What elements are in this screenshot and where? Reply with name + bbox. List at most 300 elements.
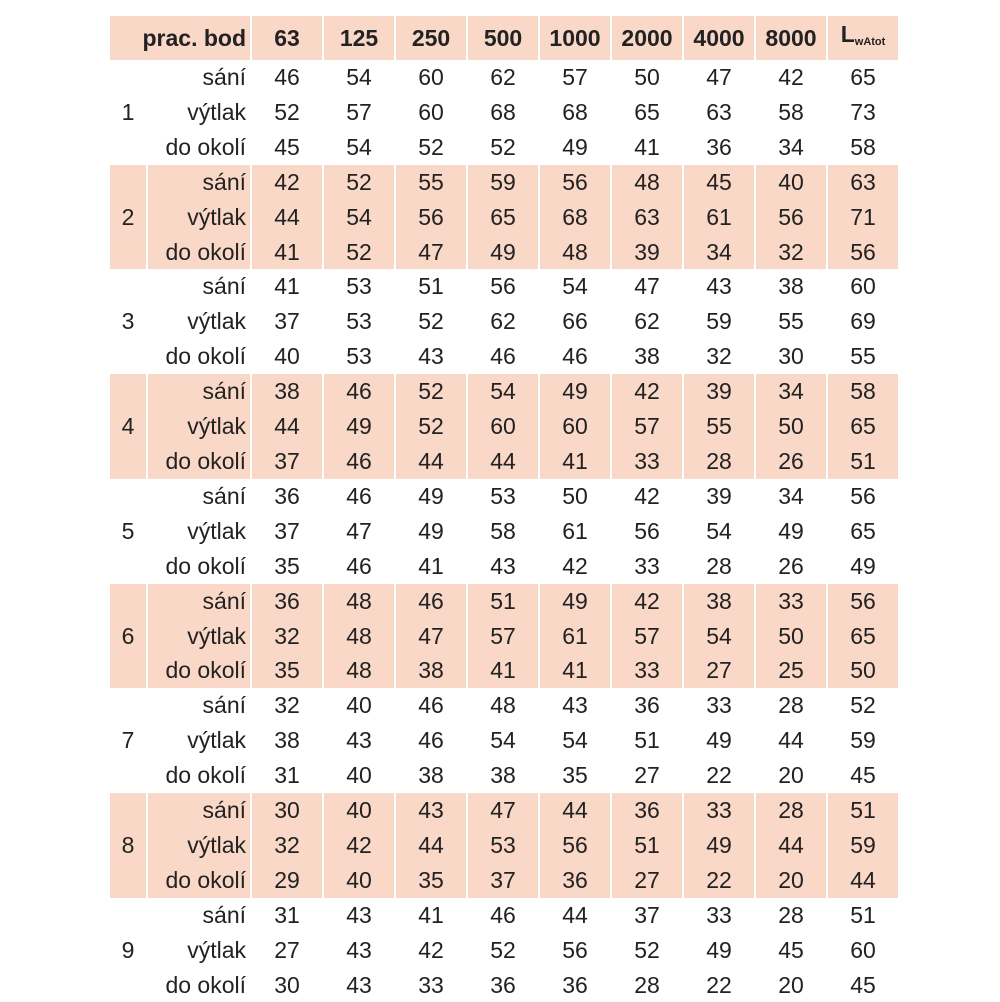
band-level-cell: 49 [468,235,538,270]
band-level-cell: 27 [612,863,682,898]
total-level-cell: 65 [828,409,898,444]
band-level-cell: 52 [396,409,466,444]
band-level-cell: 55 [684,409,754,444]
total-level-cell: 73 [850,98,876,125]
table-row [110,863,898,898]
band-level-cell: 33 [418,971,444,998]
total-level-cell: 59 [828,828,898,863]
band-level-cell: 55 [396,165,466,200]
band-level-cell: 27 [684,653,754,688]
measurement-location-label: sání [202,901,247,928]
band-level-cell: 51 [418,273,444,300]
band-level-cell: 44 [396,444,466,479]
band-level-cell: 52 [490,936,516,963]
band-level-cell: 61 [684,200,754,235]
band-level-cell: 37 [634,901,660,928]
band-level-cell: 49 [418,517,444,544]
band-level-cell: 48 [324,619,394,654]
table-row [110,619,898,654]
total-level-cell: 60 [850,273,876,300]
band-level-cell: 25 [756,653,826,688]
band-level-cell: 65 [634,98,660,125]
table-row [110,269,898,304]
band-level-cell: 46 [346,552,372,579]
band-level-cell: 35 [396,863,466,898]
total-level-cell: 56 [850,482,876,509]
band-level-cell: 54 [346,133,372,160]
band-level-cell: 47 [706,64,732,90]
band-level-cell: 62 [634,308,660,335]
band-level-cell: 43 [346,727,372,754]
band-level-cell: 52 [490,133,516,160]
band-level-cell: 56 [562,936,588,963]
band-level-cell: 36 [274,482,300,509]
band-level-cell: 40 [346,762,372,789]
band-level-cell: 38 [634,343,660,370]
band-level-cell: 58 [778,98,804,125]
band-level-cell: 39 [612,235,682,270]
band-level-cell: 40 [756,165,826,200]
operating-point-number: 7 [121,727,135,754]
total-level-cell: 52 [850,692,876,719]
band-level-cell: 51 [612,828,682,863]
band-level-cell: 28 [756,793,826,828]
band-level-cell: 59 [706,308,732,335]
band-level-cell: 49 [706,936,732,963]
band-level-cell: 33 [634,552,660,579]
band-level-cell: 54 [490,727,516,754]
table-row [110,828,898,863]
band-level-cell: 46 [396,584,466,619]
band-level-cell: 42 [562,552,588,579]
band-level-cell: 53 [346,273,372,300]
band-level-cell: 47 [396,235,466,270]
band-level-cell: 36 [612,793,682,828]
band-level-cell: 35 [252,653,322,688]
band-level-cell: 39 [684,374,754,409]
band-level-cell: 56 [490,273,516,300]
header-frequency: 250 [396,16,466,60]
total-level-cell: 58 [850,133,876,160]
total-level-cell: 56 [828,235,898,270]
band-level-cell: 20 [756,863,826,898]
table-row [110,374,898,409]
band-level-cell: 50 [756,619,826,654]
band-level-cell: 31 [274,901,300,928]
band-level-cell: 41 [634,133,660,160]
header-frequency: 2000 [612,16,682,60]
band-level-cell: 45 [684,165,754,200]
total-level-cell: 59 [850,727,876,754]
operating-point-number: 5 [121,517,135,544]
band-level-cell: 40 [274,343,300,370]
table-row [110,95,898,130]
band-level-cell: 54 [684,619,754,654]
band-level-cell: 41 [418,901,444,928]
band-level-cell: 50 [634,64,660,90]
band-level-cell: 34 [756,374,826,409]
band-level-cell: 48 [324,653,394,688]
band-level-cell: 42 [252,165,322,200]
band-level-cell: 37 [274,517,300,544]
band-level-cell: 52 [324,235,394,270]
header-row [110,16,898,60]
table-header [110,16,898,60]
measurement-location-label: do okolí [165,133,247,160]
table-row [110,339,898,374]
band-level-cell: 49 [324,409,394,444]
band-level-cell: 60 [468,409,538,444]
measurement-location-label: sání [148,584,250,619]
band-level-cell: 33 [706,901,732,928]
measurement-location-label: výtlak [187,517,247,544]
band-level-cell: 30 [252,793,322,828]
measurement-location-label: do okolí [165,971,247,998]
band-level-cell: 37 [468,863,538,898]
band-level-cell: 55 [778,308,804,335]
table-row [110,653,898,688]
band-level-cell: 45 [778,936,804,963]
band-level-cell: 33 [756,584,826,619]
band-level-cell: 44 [252,200,322,235]
measurement-location-label: výtlak [148,619,250,654]
table-row [110,933,898,968]
band-level-cell: 28 [634,971,660,998]
band-level-cell: 57 [468,619,538,654]
band-level-cell: 54 [468,374,538,409]
band-level-cell: 29 [252,863,322,898]
band-level-cell: 44 [396,828,466,863]
band-level-cell: 43 [418,343,444,370]
band-level-cell: 43 [346,971,372,998]
band-level-cell: 56 [756,200,826,235]
band-level-cell: 48 [490,692,516,719]
band-level-cell: 41 [418,552,444,579]
band-level-cell: 43 [346,901,372,928]
band-level-cell: 41 [252,235,322,270]
table-row [110,723,898,758]
header-frequency: 1000 [540,16,610,60]
band-level-cell: 41 [468,653,538,688]
band-level-cell: 41 [274,273,300,300]
table-row [110,235,898,270]
table-row [110,549,898,584]
band-level-cell: 28 [778,692,804,719]
measurement-location-label: sání [148,374,250,409]
operating-point-number: 4 [110,374,146,479]
band-level-cell: 34 [684,235,754,270]
band-level-cell: 62 [490,308,516,335]
band-level-cell: 33 [612,653,682,688]
band-level-cell: 36 [634,692,660,719]
band-level-cell: 46 [346,482,372,509]
band-level-cell: 46 [562,343,588,370]
band-level-cell: 27 [634,762,660,789]
total-level-cell: 50 [828,653,898,688]
band-level-cell: 45 [274,133,300,160]
measurement-location-label: výtlak [187,936,247,963]
band-level-cell: 47 [346,517,372,544]
measurement-location-label: výtlak [187,727,247,754]
header-total-subscript: wAtot [854,36,886,48]
header-frequency: 8000 [756,16,826,60]
total-level-cell: 71 [828,200,898,235]
table-row [110,444,898,479]
measurement-location-label: sání [202,692,247,719]
band-level-cell: 28 [706,552,732,579]
band-level-cell: 35 [562,762,588,789]
measurement-location-label: do okolí [148,235,250,270]
measurement-location-label: výtlak [148,200,250,235]
band-level-cell: 44 [252,409,322,444]
band-level-cell: 49 [706,727,732,754]
band-level-cell: 46 [274,64,300,90]
band-level-cell: 54 [562,273,588,300]
band-level-cell: 51 [468,584,538,619]
band-level-cell: 38 [274,727,300,754]
band-level-cell: 32 [252,828,322,863]
table-row [110,304,898,339]
band-level-cell: 56 [540,165,610,200]
band-level-cell: 33 [706,692,732,719]
band-level-cell: 54 [346,64,372,90]
band-level-cell: 46 [324,444,394,479]
band-level-cell: 54 [562,727,588,754]
band-level-cell: 42 [612,584,682,619]
band-level-cell: 42 [324,828,394,863]
band-level-cell: 61 [562,517,588,544]
band-level-cell: 49 [562,133,588,160]
band-level-cell: 46 [418,692,444,719]
band-level-cell: 53 [346,308,372,335]
band-level-cell: 57 [562,64,588,90]
band-level-cell: 40 [324,793,394,828]
measurement-location-label: do okolí [165,762,247,789]
band-level-cell: 46 [418,727,444,754]
measurement-location-label: do okolí [148,444,250,479]
band-level-cell: 43 [396,793,466,828]
band-level-cell: 41 [540,444,610,479]
band-level-cell: 31 [274,762,300,789]
measurement-location-label: výtlak [187,308,247,335]
total-level-cell: 49 [850,552,876,579]
band-level-cell: 43 [706,273,732,300]
band-level-cell: 38 [490,762,516,789]
band-level-cell: 40 [324,863,394,898]
band-level-cell: 33 [684,793,754,828]
measurement-location-label: sání [202,273,247,300]
band-level-cell: 53 [490,482,516,509]
measurement-location-label: výtlak [148,828,250,863]
total-level-cell: 51 [850,901,876,928]
band-level-cell: 60 [418,98,444,125]
operating-point-number: 8 [110,793,146,898]
band-level-cell: 26 [756,444,826,479]
band-level-cell: 30 [274,971,300,998]
band-level-cell: 37 [252,444,322,479]
band-level-cell: 41 [540,653,610,688]
band-level-cell: 46 [490,901,516,928]
total-level-cell: 51 [828,444,898,479]
band-level-cell: 47 [634,273,660,300]
band-level-cell: 43 [562,692,588,719]
band-level-cell: 44 [540,793,610,828]
band-level-cell: 54 [706,517,732,544]
total-level-cell: 65 [850,64,876,90]
header-total-level [828,16,898,60]
table-row [110,130,898,165]
band-level-cell: 44 [756,828,826,863]
table-row [110,898,898,933]
band-level-cell: 46 [490,343,516,370]
operating-point-number: 3 [121,308,135,335]
header-frequency: 4000 [684,16,754,60]
total-level-cell: 69 [850,308,876,335]
band-level-cell: 20 [778,971,804,998]
band-level-cell: 38 [396,653,466,688]
header-total-main: L [840,21,855,47]
measurement-location-label: do okolí [165,343,247,370]
total-level-cell: 63 [828,165,898,200]
band-level-cell: 35 [274,552,300,579]
band-level-cell: 46 [324,374,394,409]
total-level-cell: 45 [850,971,876,998]
band-level-cell: 52 [634,936,660,963]
band-level-cell: 26 [778,552,804,579]
band-level-cell: 51 [634,727,660,754]
noise-table-container [108,16,898,1002]
band-level-cell: 68 [540,200,610,235]
band-level-cell: 36 [490,971,516,998]
total-level-cell: 55 [850,343,876,370]
band-level-cell: 49 [684,828,754,863]
operating-point-number: 1 [121,98,135,125]
measurement-location-label: výtlak [148,409,250,444]
measurement-location-label: sání [202,482,247,509]
band-level-cell: 58 [490,517,516,544]
measurement-location-label: do okolí [148,863,250,898]
operating-point-number: 9 [121,936,135,963]
band-level-cell: 38 [778,273,804,300]
band-level-cell: 32 [274,692,300,719]
band-level-cell: 60 [418,64,444,90]
band-level-cell: 52 [418,133,444,160]
band-level-cell: 36 [562,971,588,998]
band-level-cell: 49 [540,374,610,409]
band-level-cell: 44 [778,727,804,754]
noise-level-table [108,16,900,1002]
band-level-cell: 53 [468,828,538,863]
band-level-cell: 63 [612,200,682,235]
band-level-cell: 43 [490,552,516,579]
band-level-cell: 22 [706,971,732,998]
band-level-cell: 32 [756,235,826,270]
band-level-cell: 20 [778,762,804,789]
band-level-cell: 52 [324,165,394,200]
band-level-cell: 60 [540,409,610,444]
operating-point-number: 2 [110,165,146,270]
band-level-cell: 54 [324,200,394,235]
band-level-cell: 49 [778,517,804,544]
band-level-cell: 48 [324,584,394,619]
band-level-cell: 50 [756,409,826,444]
band-level-cell: 48 [540,235,610,270]
total-level-cell: 44 [828,863,898,898]
band-level-cell: 52 [418,308,444,335]
band-level-cell: 59 [468,165,538,200]
band-level-cell: 50 [562,482,588,509]
band-level-cell: 47 [468,793,538,828]
band-level-cell: 56 [634,517,660,544]
band-level-cell: 37 [274,308,300,335]
band-level-cell: 27 [274,936,300,963]
header-frequency: 125 [324,16,394,60]
table-row [110,200,898,235]
total-level-cell: 58 [828,374,898,409]
band-level-cell: 57 [346,98,372,125]
table-row [110,479,898,514]
measurement-location-label: do okolí [148,653,250,688]
total-level-cell: 65 [850,517,876,544]
band-level-cell: 63 [706,98,732,125]
table-row [110,584,898,619]
band-level-cell: 65 [468,200,538,235]
band-level-cell: 38 [684,584,754,619]
table-row [110,60,898,95]
total-level-cell: 51 [828,793,898,828]
measurement-location-label: výtlak [187,98,247,125]
band-level-cell: 36 [252,584,322,619]
band-level-cell: 32 [252,619,322,654]
band-level-cell: 68 [490,98,516,125]
band-level-cell: 22 [684,863,754,898]
band-level-cell: 28 [778,901,804,928]
table-row [110,758,898,793]
band-level-cell: 62 [490,64,516,90]
band-level-cell: 32 [706,343,732,370]
total-level-cell: 56 [828,584,898,619]
header-frequency: 500 [468,16,538,60]
band-level-cell: 57 [612,409,682,444]
band-level-cell: 36 [706,133,732,160]
band-level-cell: 33 [612,444,682,479]
measurement-location-label: sání [148,793,250,828]
band-level-cell: 68 [562,98,588,125]
table-row [110,409,898,444]
band-level-cell: 48 [612,165,682,200]
measurement-location-label: do okolí [165,552,247,579]
band-level-cell: 52 [396,374,466,409]
band-level-cell: 42 [634,482,660,509]
header-operating-point: prac. bod [110,16,250,60]
table-row [110,968,898,1002]
band-level-cell: 42 [778,64,804,90]
band-level-cell: 38 [418,762,444,789]
band-level-cell: 66 [562,308,588,335]
operating-point-number: 6 [110,584,146,689]
band-level-cell: 30 [778,343,804,370]
table-row [110,793,898,828]
band-level-cell: 43 [346,936,372,963]
band-level-cell: 56 [540,828,610,863]
band-level-cell: 34 [778,482,804,509]
band-level-cell: 40 [346,692,372,719]
measurement-location-label: sání [148,165,250,200]
band-level-cell: 34 [778,133,804,160]
band-level-cell: 49 [418,482,444,509]
band-level-cell: 39 [706,482,732,509]
band-level-cell: 42 [612,374,682,409]
